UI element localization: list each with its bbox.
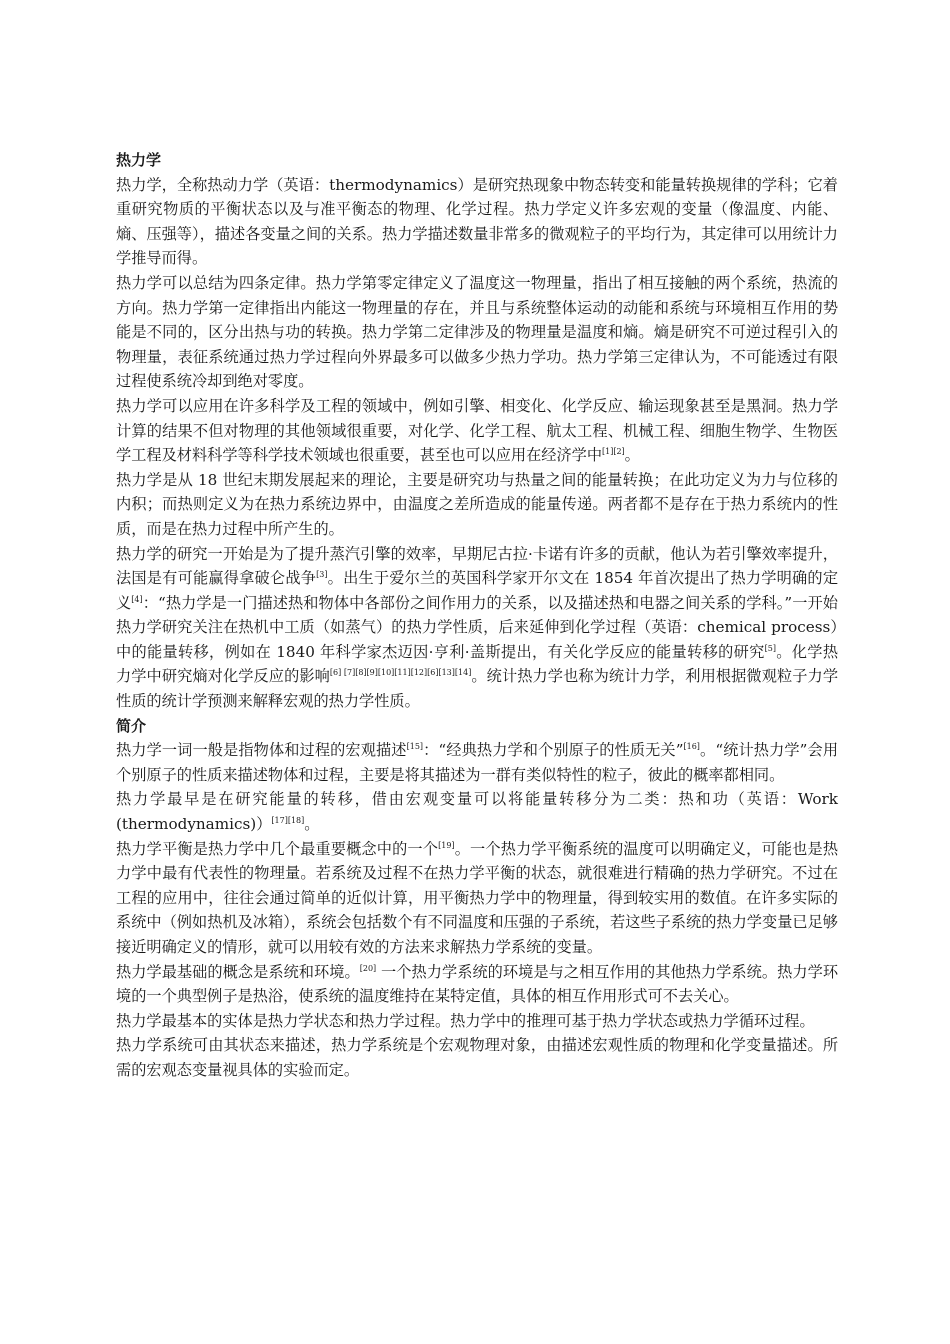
paragraph-macroscopic <box>116 738 838 787</box>
paragraph-states-processes: 热力学最基本的实体是热力学状态和热力学过程。热力学中的推理可基于热力学状态或热力学循环过程。 <box>116 1011 815 1030</box>
paragraph-four-laws: 热力学可以总结为四条定律。热力学第零定律定义了温度这一物理量，指出了相互接触的两个系统，热流的方向。热力学第一定律指出内能这一物理量的存在，并且与系统整体运动的动能和系统与环境相互作用的势能是不同的，区分出热与功的转换。热力学第二定律涉及的物理量是温度和熵。熵是研究不可逆过程引入的物理量，表征系统通过热力学过程向外界最多可以做多少热力学功。热力学第三定律认为，不可能透过有限过程使系统冷却到绝对零度。 <box>116 273 838 391</box>
citation-link[interactable]: [4] <box>131 594 143 604</box>
paragraph-energy-transfer <box>116 787 838 836</box>
text-span: ：“经典热力学和个别原子的性质无关” <box>423 741 684 760</box>
section-heading-introduction: 简介 <box>116 716 147 735</box>
paragraph-equilibrium <box>116 837 838 960</box>
paragraph-research-origins <box>116 542 838 714</box>
citation-link[interactable]: [17][18] <box>271 815 305 825</box>
text-span: 热力学最早是在研究能量的转移，借由宏观变量可以将能量转移分为二类：热和功（英语：Work (thermodynamics)） <box>116 790 838 834</box>
text-span: 热力学一词一般是指物体和过程的宏观描述 <box>116 741 407 760</box>
citation-link[interactable]: [1][2] <box>602 447 625 457</box>
section-heading-thermodynamics: 热力学 <box>116 151 162 169</box>
text-span: 热力学的研究一开始是为了提升蒸汽引擎的效率，早期尼古拉·卡诺有许多的贡献，他认为若引擎效率提升，法国是有可能赢得拿破仑战争 <box>116 544 838 588</box>
text-span: 热力学可以应用在许多科学及工程的领域中，例如引擎、相变化、化学反应、输运现象甚至是黑洞。热力学计算的结果不但对物理的其他领域很重要，对化学、化学工程、航太工程、机械工程、细胞生物学、生物医学工程及材料科学等科学技术领域也很重要，甚至也可以应用在经济学中 <box>116 396 838 465</box>
text-span: 。一个热力学平衡系统的温度可以明确定义，可能也是热力学中最有代表性的物理量。若系统及过程不在热力学平衡的状态，就很难进行精确的热力学研究。不过在工程的应用中，往往会通过简单的近似计算，用平衡热力学中的物理量，得到较实用的数值。在许多实际的系统中（例如热机及冰箱），系统会包括数个有不同温度和压强的子系统，若这些子系统的热力学变量已足够接近明确定义的情形，就可以用较有效的方法来求解热力学系统的变量。 <box>116 839 839 956</box>
paragraph-applications <box>116 394 838 468</box>
text-span: 。 <box>624 446 640 465</box>
text-span: 热力学最基础的概念是系统和环境。 <box>116 962 360 981</box>
citation-link[interactable]: [5] <box>764 643 776 653</box>
text-span: 。“统计热力学”会用个别原子的性质来描述物体和过程，主要是将其描述为一群有类似特性的粒子，彼此的概率都相同。 <box>116 741 839 784</box>
text-span: ：“热力学是一门描述热和物体中各部份之间作用力的关系，以及描述热和电器之间关系的学科。”一开始热力学研究关注在热机中工质（如蒸气）的热力学性质，后来延伸到化学过程（英语：chemical process）中的能量转移，例如在 1840 年科学家杰迈因·亨利·盖斯提出，有关化学反应的能量转移的研究 <box>116 593 838 661</box>
text-span: 。出生于爱尔兰的英国科学家开尔文在 1854 年首次提出了热力学明确的定义 <box>116 569 839 612</box>
citation-link[interactable]: [20] <box>359 963 377 973</box>
paragraph-history: 热力学是从 18 世纪末期发展起来的理论，主要是研究功与热量之间的能量转换；在此功定义为力与位移的内积；而热则定义为在热力系统边界中，由温度之差所造成的能量传递。两者都不是存在于热力系统内的性质，而是在热力过程中所产生的。 <box>116 470 838 538</box>
text-span: 。化学热力学中研究熵对化学反应的影响 <box>116 642 839 686</box>
paragraph-state-description: 热力学系统可由其状态来描述，热力学系统是个宏观物理对象，由描述宏观性质的物理和化学变量描述。所需的宏观态变量视具体的实验而定。 <box>116 1036 838 1079</box>
citation-link[interactable]: [6] [7][8][9][10][11][12][6][13][14] <box>329 668 472 678</box>
citation-link[interactable]: [16] <box>683 742 700 752</box>
paragraph-definition: 热力学，全称热动力学（英语：thermodynamics）是研究热现象中物态转变和能量转换规律的学科；它着重研究物质的平衡状态以及与准平衡态的物理、化学过程。热力学定义许多宏观的变量（像温度、内能、熵、压强等），描述各变量之间的关系。热力学描述数量非常多的微观粒子的平均行为，其定律可以用统计力学推导而得。 <box>116 175 838 268</box>
text-span: 。 <box>304 815 320 834</box>
document-page <box>116 148 838 1083</box>
text-span: 一个热力学系统的环境是与之相互作用的其他热力学系统。热力学环境的一个典型例子是热浴，使系统的温度维持在某特定值，具体的相互作用形式可不去关心。 <box>116 962 839 1006</box>
citation-link[interactable]: [3] <box>316 570 328 580</box>
citation-link[interactable]: [15] <box>406 742 424 752</box>
text-span: 。统计热力学也称为统计力学，利用根据微观粒子力学性质的统计学预测来解释宏观的热力学性质。 <box>116 667 839 711</box>
citation-link[interactable]: [19] <box>438 840 455 850</box>
text-span: 热力学平衡是热力学中几个最重要概念中的一个 <box>116 839 439 858</box>
paragraph-system-environment <box>116 960 838 1009</box>
